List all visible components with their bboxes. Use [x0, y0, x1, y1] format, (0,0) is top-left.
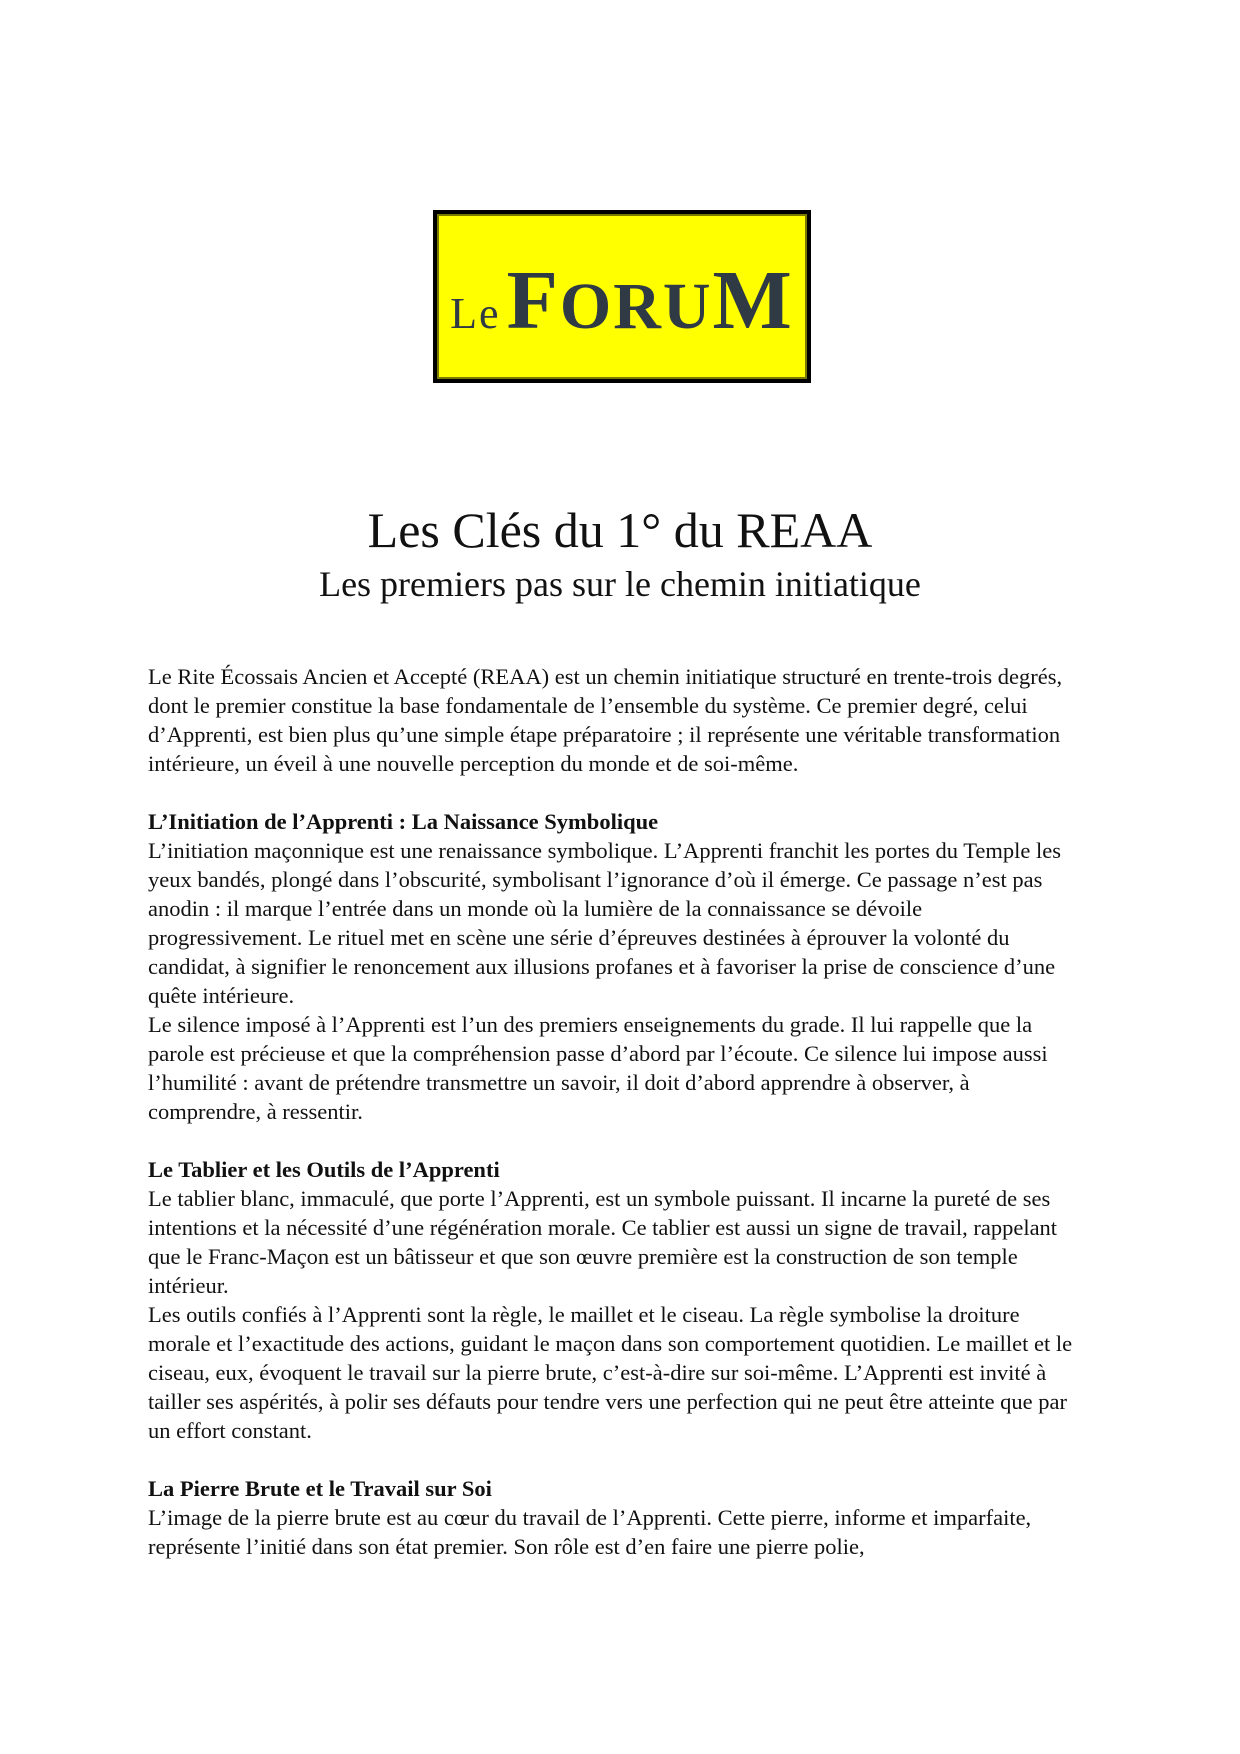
- intro-paragraph: Le Rite Écossais Ancien et Accepté (REAA) est un chemin initiatique structuré en trente-trois degrés, dont le premier constitue la base fondamentale de l’ensemble du système. Ce premier degré, celui d’Apprenti, est bien plus qu’une simple étape préparatoire ; il représente une véritable transformation intérieure, un éveil à une nouvelle perception du monde et de soi-même.: [148, 664, 1063, 776]
- logo-part-u: U: [662, 270, 713, 343]
- logo-part-f: F: [506, 254, 560, 347]
- section-paragraph: L’initiation maçonnique est une renaissance symbolique. L’Apprenti franchit les portes du Temple les yeux bandés, plongé dans l’obscurité, symbolisant l’ignorance d’où il émerge. Ce passage n’est pas anodin : il marque l’entrée dans un monde où la lumière de la connaissance se dévoile progressivement. Le rituel met en scène une série d’épreuves destinées à éprouver la volonté du candidat, à signifier le renoncement aux illusions profanes et à favoriser la prise de conscience d’une quête intérieure.: [148, 838, 1061, 1008]
- logo-part-m: M: [712, 254, 794, 347]
- section-paragraph: L’image de la pierre brute est au cœur du travail de l’Apprenti. Cette pierre, informe et imparfaite, représente l’initié dans son état premier. Son rôle est d’en faire une pierre polie,: [148, 1505, 1032, 1559]
- spacer: [148, 1126, 1078, 1155]
- logo-part-le: Le: [450, 289, 501, 338]
- section-heading-initiation: L’Initiation de l’Apprenti : La Naissance Symbolique: [148, 809, 659, 834]
- section-paragraph: Le tablier blanc, immaculé, que porte l’Apprenti, est un symbole puissant. Il incarne la pureté de ses intentions et la nécessité d’une régénération morale. Ce tablier est aussi un signe de travail, rappelant que le Franc-Maçon est un bâtisseur et que son œuvre première est la construction de son temple intérieur.: [148, 1186, 1058, 1298]
- spacer: [148, 778, 1078, 807]
- spacer: [148, 1445, 1078, 1474]
- logo-part-or: OR: [559, 270, 663, 343]
- page-subtitle: Les premiers pas sur le chemin initiatique: [319, 564, 921, 604]
- section-paragraph: Les outils confiés à l’Apprenti sont la règle, le maillet et le ciseau. La règle symbolise la droiture morale et l’exactitude des actions, guidant le maçon dans son comportement quotidien. Le maillet et le ciseau, eux, évoquent le travail sur la pierre brute, c’est-à-dire sur soi-même. L’Apprenti est invité à tailler ses aspérités, à polir ses défauts pour tendre vers une perfection qui ne peut être atteinte que par un effort constant.: [148, 1302, 1073, 1443]
- section-heading-tablier: Le Tablier et les Outils de l’Apprenti: [148, 1157, 500, 1182]
- document-body: [148, 662, 1078, 1561]
- logo-panel: [437, 214, 807, 379]
- page-title: Les Clés du 1° du REAA: [367, 502, 873, 558]
- section-paragraph: Le silence imposé à l’Apprenti est l’un des premiers enseignements du grade. Il lui rappelle que la parole est précieuse et que la compréhension passe d’abord par l’écoute. Ce silence lui impose aussi l’humilité : avant de prétendre transmettre un savoir, il doit d’abord apprendre à observer, à comprendre, à ressentir.: [148, 1012, 1048, 1124]
- logo-wordmark: [450, 252, 794, 349]
- forum-logo: [433, 210, 811, 383]
- section-heading-pierre-brute: La Pierre Brute et le Travail sur Soi: [148, 1476, 492, 1501]
